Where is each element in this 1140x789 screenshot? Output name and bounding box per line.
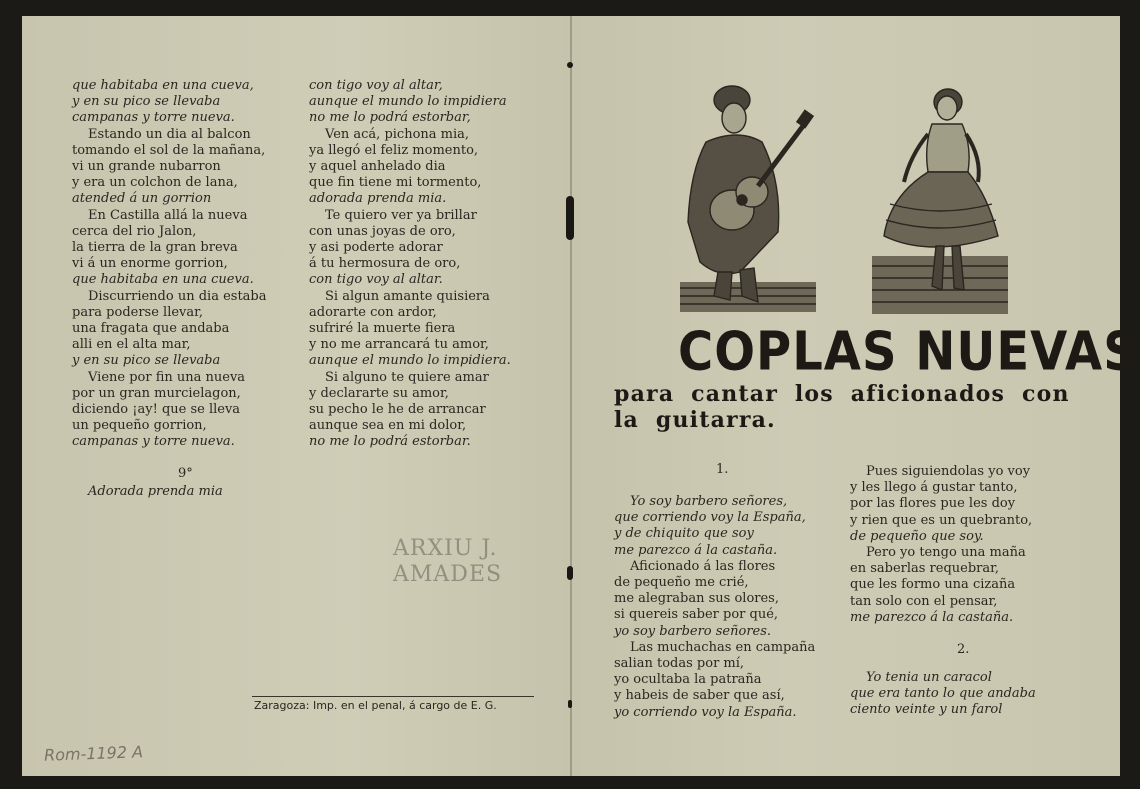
verse-line: de pequeño que soy. <box>850 528 984 544</box>
verse-line: aunque el mundo lo impidiera. <box>309 353 511 369</box>
verse-line: y asi poderte adorar <box>309 240 443 256</box>
fourth-column-verses <box>850 464 1050 626</box>
verse-line: cerca del rio Jalon, <box>72 223 197 239</box>
verse-line: campanas y torre nueva. <box>72 110 235 126</box>
verse-line: aunque el mundo lo impidiera <box>309 94 507 110</box>
verse-line: Si algun amante quisiera <box>325 288 490 304</box>
verse-line: Estando un dia al balcon <box>88 126 251 142</box>
verse-line: que fin tiene mi tormento, <box>309 175 482 191</box>
binding-hole <box>567 62 573 68</box>
stamp-line: ARXIU J. <box>393 536 498 561</box>
verse-line: y era un colchon de lana, <box>72 175 238 191</box>
verse-line: Yo soy barbero señores, <box>630 494 788 509</box>
verse-line: á tu hermosura de oro, <box>309 256 461 272</box>
verse-line: Ven acá, pichona mia, <box>325 126 470 142</box>
verse-line: la tierra de la gran breva <box>72 240 238 256</box>
fourth-column-section-2-verses <box>850 670 1050 719</box>
verse-line: y habeis de saber que así, <box>614 688 785 704</box>
verse-line: por las flores pue les doy <box>850 496 1016 512</box>
section-9-first-line: Adorada prenda mia <box>88 484 223 499</box>
verse-line: y en su pico se llevaba <box>72 353 221 369</box>
verse-line: tomando el sol de la mañana, <box>72 142 266 158</box>
verse-line: ya llegó el feliz momento, <box>309 142 479 158</box>
verse-line: con tigo voy al altar, <box>309 78 443 93</box>
verse-line: que habitaba en una cueva. <box>72 272 254 288</box>
broadside-subtitle: para cantar los aficionados con la guitarra. <box>614 381 1070 433</box>
verse-line: diciendo ¡ay! que se lleva <box>72 402 241 418</box>
verse-line: para poderse llevar, <box>72 304 204 320</box>
verse-line: vi á un enorme gorrion, <box>72 256 228 272</box>
verse-line: Viene por fin una nueva <box>88 369 246 385</box>
printer-imprint: Zaragoza: Imp. en el penal, á cargo de E. G. <box>254 699 497 712</box>
verse-line: una fragata que andaba <box>72 321 230 337</box>
verse-line: un pequeño gorrion, <box>72 418 207 434</box>
verse-line: vi un grande nubarron <box>72 159 221 175</box>
verse-line: con unas joyas de oro, <box>309 223 456 239</box>
verse-line: con tigo voy al altar. <box>309 272 443 288</box>
verse-line: tan solo con el pensar, <box>850 593 998 609</box>
verse-line: Pero yo tengo una maña <box>866 545 1026 561</box>
verse-line: que habitaba en una cueva, <box>72 78 254 93</box>
verse-line: y aquel anhelado dia <box>309 159 446 175</box>
archive-stamp <box>393 536 503 588</box>
verse-line: Pues siguiendolas yo voy <box>866 464 1031 479</box>
verse-line: y les llego á gustar tanto, <box>850 480 1018 496</box>
shelfmark-annotation: Rom-1192 A <box>43 742 144 765</box>
verse-line: si quereis saber por qué, <box>614 607 779 623</box>
section-number-1: 1. <box>716 462 729 477</box>
verse-line: yo corriendo voy la España. <box>614 704 797 720</box>
verse-line: no me lo podrá estorbar, <box>309 110 471 126</box>
verse-line: Si alguno te quiere amar <box>325 369 489 385</box>
verse-line: alli en el alta mar, <box>72 337 191 353</box>
third-column-verses <box>614 494 814 721</box>
verse-line: me alegraban sus olores, <box>614 591 779 607</box>
verse-line: En Castilla allá la nueva <box>88 207 248 223</box>
center-fold <box>570 16 572 776</box>
imprint-rule <box>252 696 534 697</box>
verse-line: y no me arrancará tu amor, <box>309 337 489 353</box>
verse-line: su pecho le he de arrancar <box>309 402 486 418</box>
broadside-title: COPLAS NUEVAS <box>678 320 1139 383</box>
verse-line: y declararte su amor, <box>309 385 449 401</box>
verse-line: que corriendo voy la España, <box>614 510 806 526</box>
verse-line: y rien que es un quebranto, <box>850 512 1033 528</box>
verse-line: por un gran murcielagon, <box>72 385 241 401</box>
second-column-verses <box>309 78 509 451</box>
verse-line: que era tanto lo que andaba <box>850 686 1036 702</box>
verse-line: y en su pico se llevaba <box>72 94 221 110</box>
verse-line: aunque sea en mi dolor, <box>309 418 467 434</box>
verse-line: me parezco á la castaña. <box>850 609 1014 625</box>
verse-line: Yo tenia un caracol <box>866 670 992 685</box>
section-number-2: 2. <box>957 642 970 657</box>
verse-line: de pequeño me crié, <box>614 575 749 591</box>
verse-line: yo soy barbero señores. <box>614 623 772 639</box>
verse-line: Te quiero ver ya brillar <box>325 207 477 223</box>
verse-line: Las muchachas en campaña <box>630 639 816 655</box>
verse-line: atended á un gorrion <box>72 191 212 207</box>
left-column-verses <box>72 78 272 451</box>
verse-line: Aficionado á las flores <box>630 558 776 574</box>
verse-line: salian todas por mí, <box>614 656 745 672</box>
verse-line: y de chiquito que soy <box>614 526 754 542</box>
verse-line: adorada prenda mia. <box>309 191 447 207</box>
verse-line: en saberlas requebrar, <box>850 561 1000 577</box>
verse-line: Discurriendo un dia estaba <box>88 288 267 304</box>
section-number-9: 9° <box>178 466 193 481</box>
verse-line: yo ocultaba la patraña <box>614 672 762 688</box>
verse-line: campanas y torre nueva. <box>72 434 235 450</box>
guitar-player-woodcut-icon <box>678 82 820 318</box>
verse-line: que les formo una cizaña <box>850 577 1016 593</box>
dancing-woman-woodcut-icon <box>870 86 1010 318</box>
verse-line: sufriré la muerte fiera <box>309 321 456 337</box>
binding-hole <box>568 700 572 708</box>
verse-line: no me lo podrá estorbar. <box>309 434 471 450</box>
stamp-line: AMADES <box>393 562 503 587</box>
verse-line: adorarte con ardor, <box>309 304 437 320</box>
binding-hole <box>566 196 574 240</box>
verse-line: me parezco á la castaña. <box>614 542 778 558</box>
binding-hole <box>567 566 573 580</box>
verse-line: ciento veinte y un farol <box>850 702 1003 718</box>
